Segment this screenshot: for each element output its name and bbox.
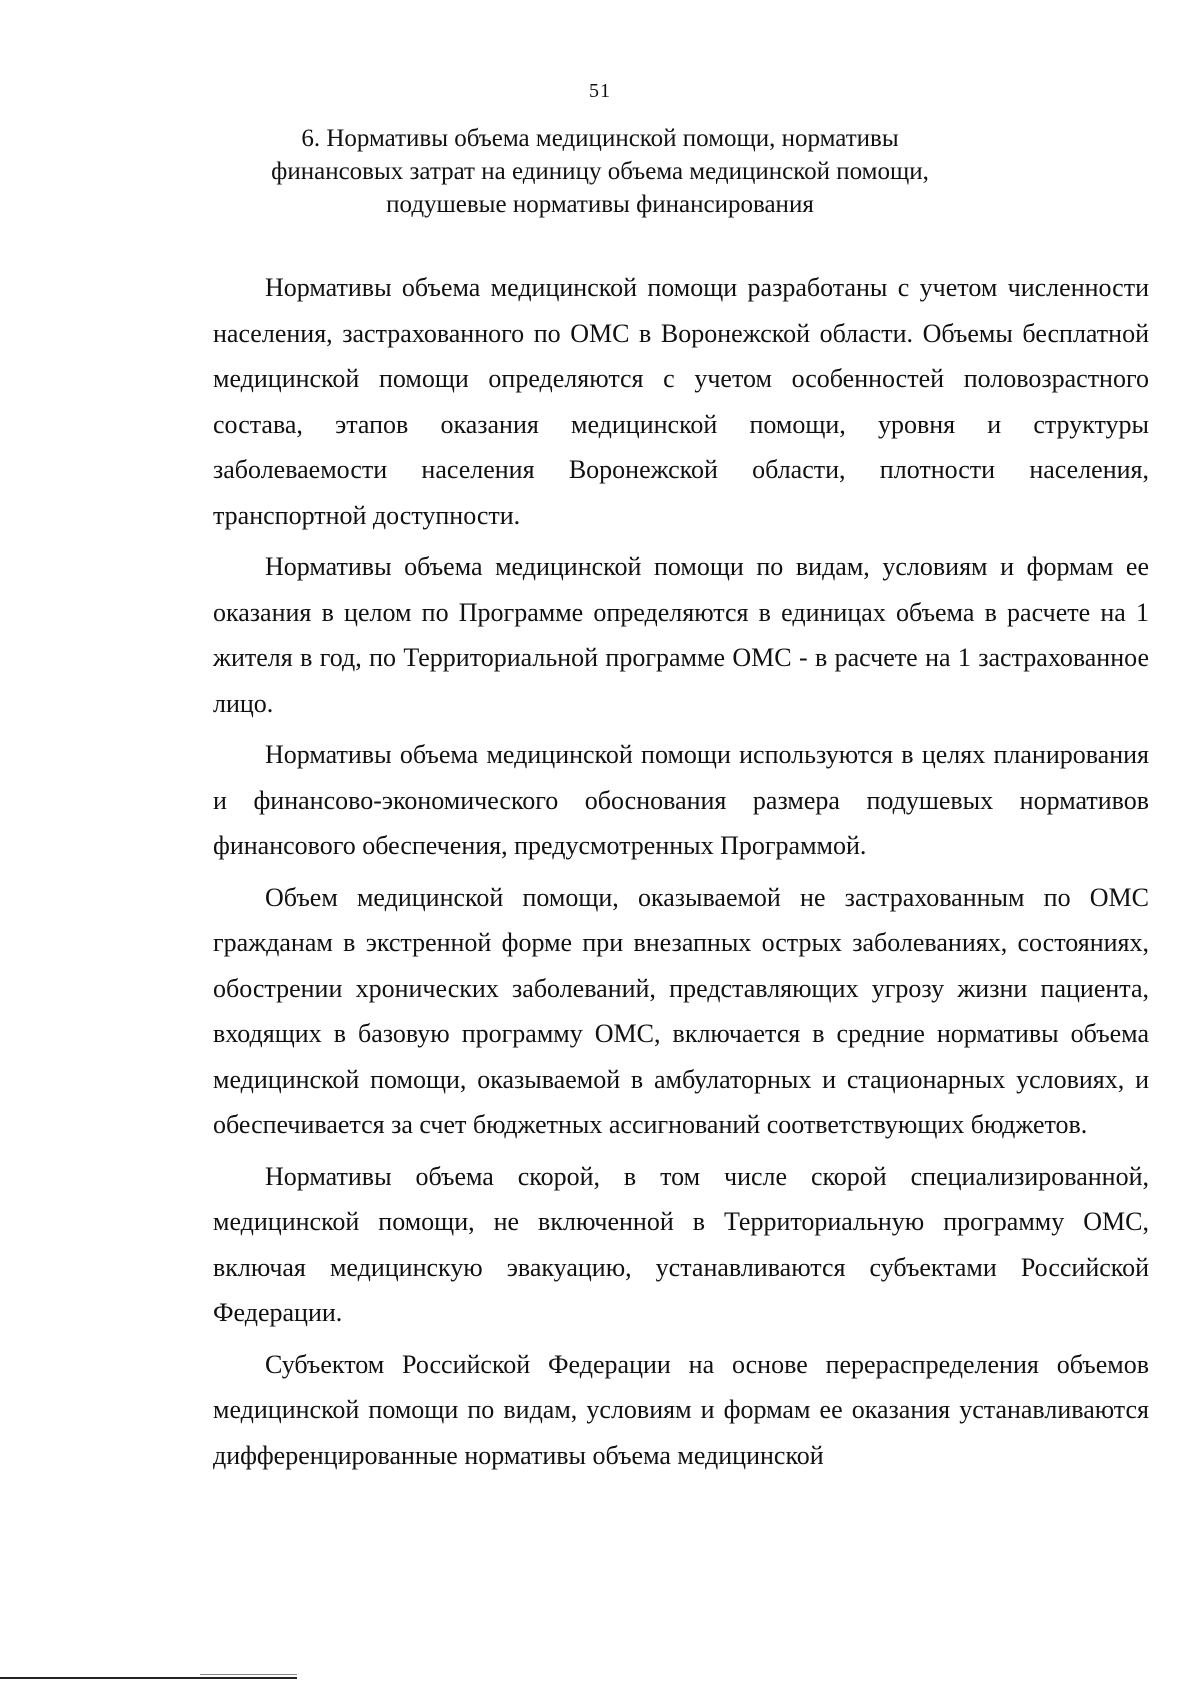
section-heading-line: 6. Нормативы объема медицинской помощи, нормативы [301,125,899,152]
body-text [213,265,1149,1484]
section-heading-line: подушевые нормативы финансирования [386,191,814,218]
paragraph: Нормативы объема медицинской помощи по видам, условиям и формам ее оказания в целом по Программе определяются в единицах объема в расчете на 1 жителя в год, по Территориальной программе ОМС - в расчете на 1 застрахованное лицо. [213,552,1149,718]
section-heading [240,122,960,221]
page-number: 51 [589,80,611,102]
footer-rule [0,1677,297,1679]
paragraph: Нормативы объема медицинской помощи используются в целях планирования и финансово-экономического обоснования размера подушевых нормативов финансового обеспечения, предусмотренных Программой. [213,740,1149,860]
paragraph: Объем медицинской помощи, оказываемой не застрахованным по ОМС гражданам в экстренной форме при внезапных острых заболеваниях, состояниях, обострении хронических заболеваний, представляющих угрозу жизни пациента, входящих в базовую программу ОМС, включается в средние нормативы объема медицинской помощи, оказываемой в амбулаторных и стационарных условиях, и обеспечивается за счет бюджетных ассигнований соответствующих бюджетов. [213,882,1149,1139]
footer-rule-segment [200,1674,297,1675]
paragraph: Нормативы объема медицинской помощи разработаны с учетом численности населения, застрахованного по ОМС в Воронежской области. Объемы бесплатной медицинской помощи определяются с учетом особенностей половозрастного состава, этапов оказания медицинской помощи, уровня и структуры заболеваемости населения Воронежской области, плотности населения, транспортной доступности. [213,273,1149,530]
section-heading-line: финансовых затрат на единицу объема медицинской помощи, [271,158,929,185]
paragraph: Субъектом Российской Федерации на основе перераспределения объемов медицинской помощи по видам, условиям и формам ее оказания устанавливаются дифференцированные нормативы объема медицинской [213,1349,1149,1470]
paragraph: Нормативы объема скорой, в том числе скорой специализированной, медицинской помощи, не включенной в Территориальную программу ОМС, включая медицинскую эвакуацию, устанавливаются субъектами Российской Федерации. [213,1161,1149,1327]
